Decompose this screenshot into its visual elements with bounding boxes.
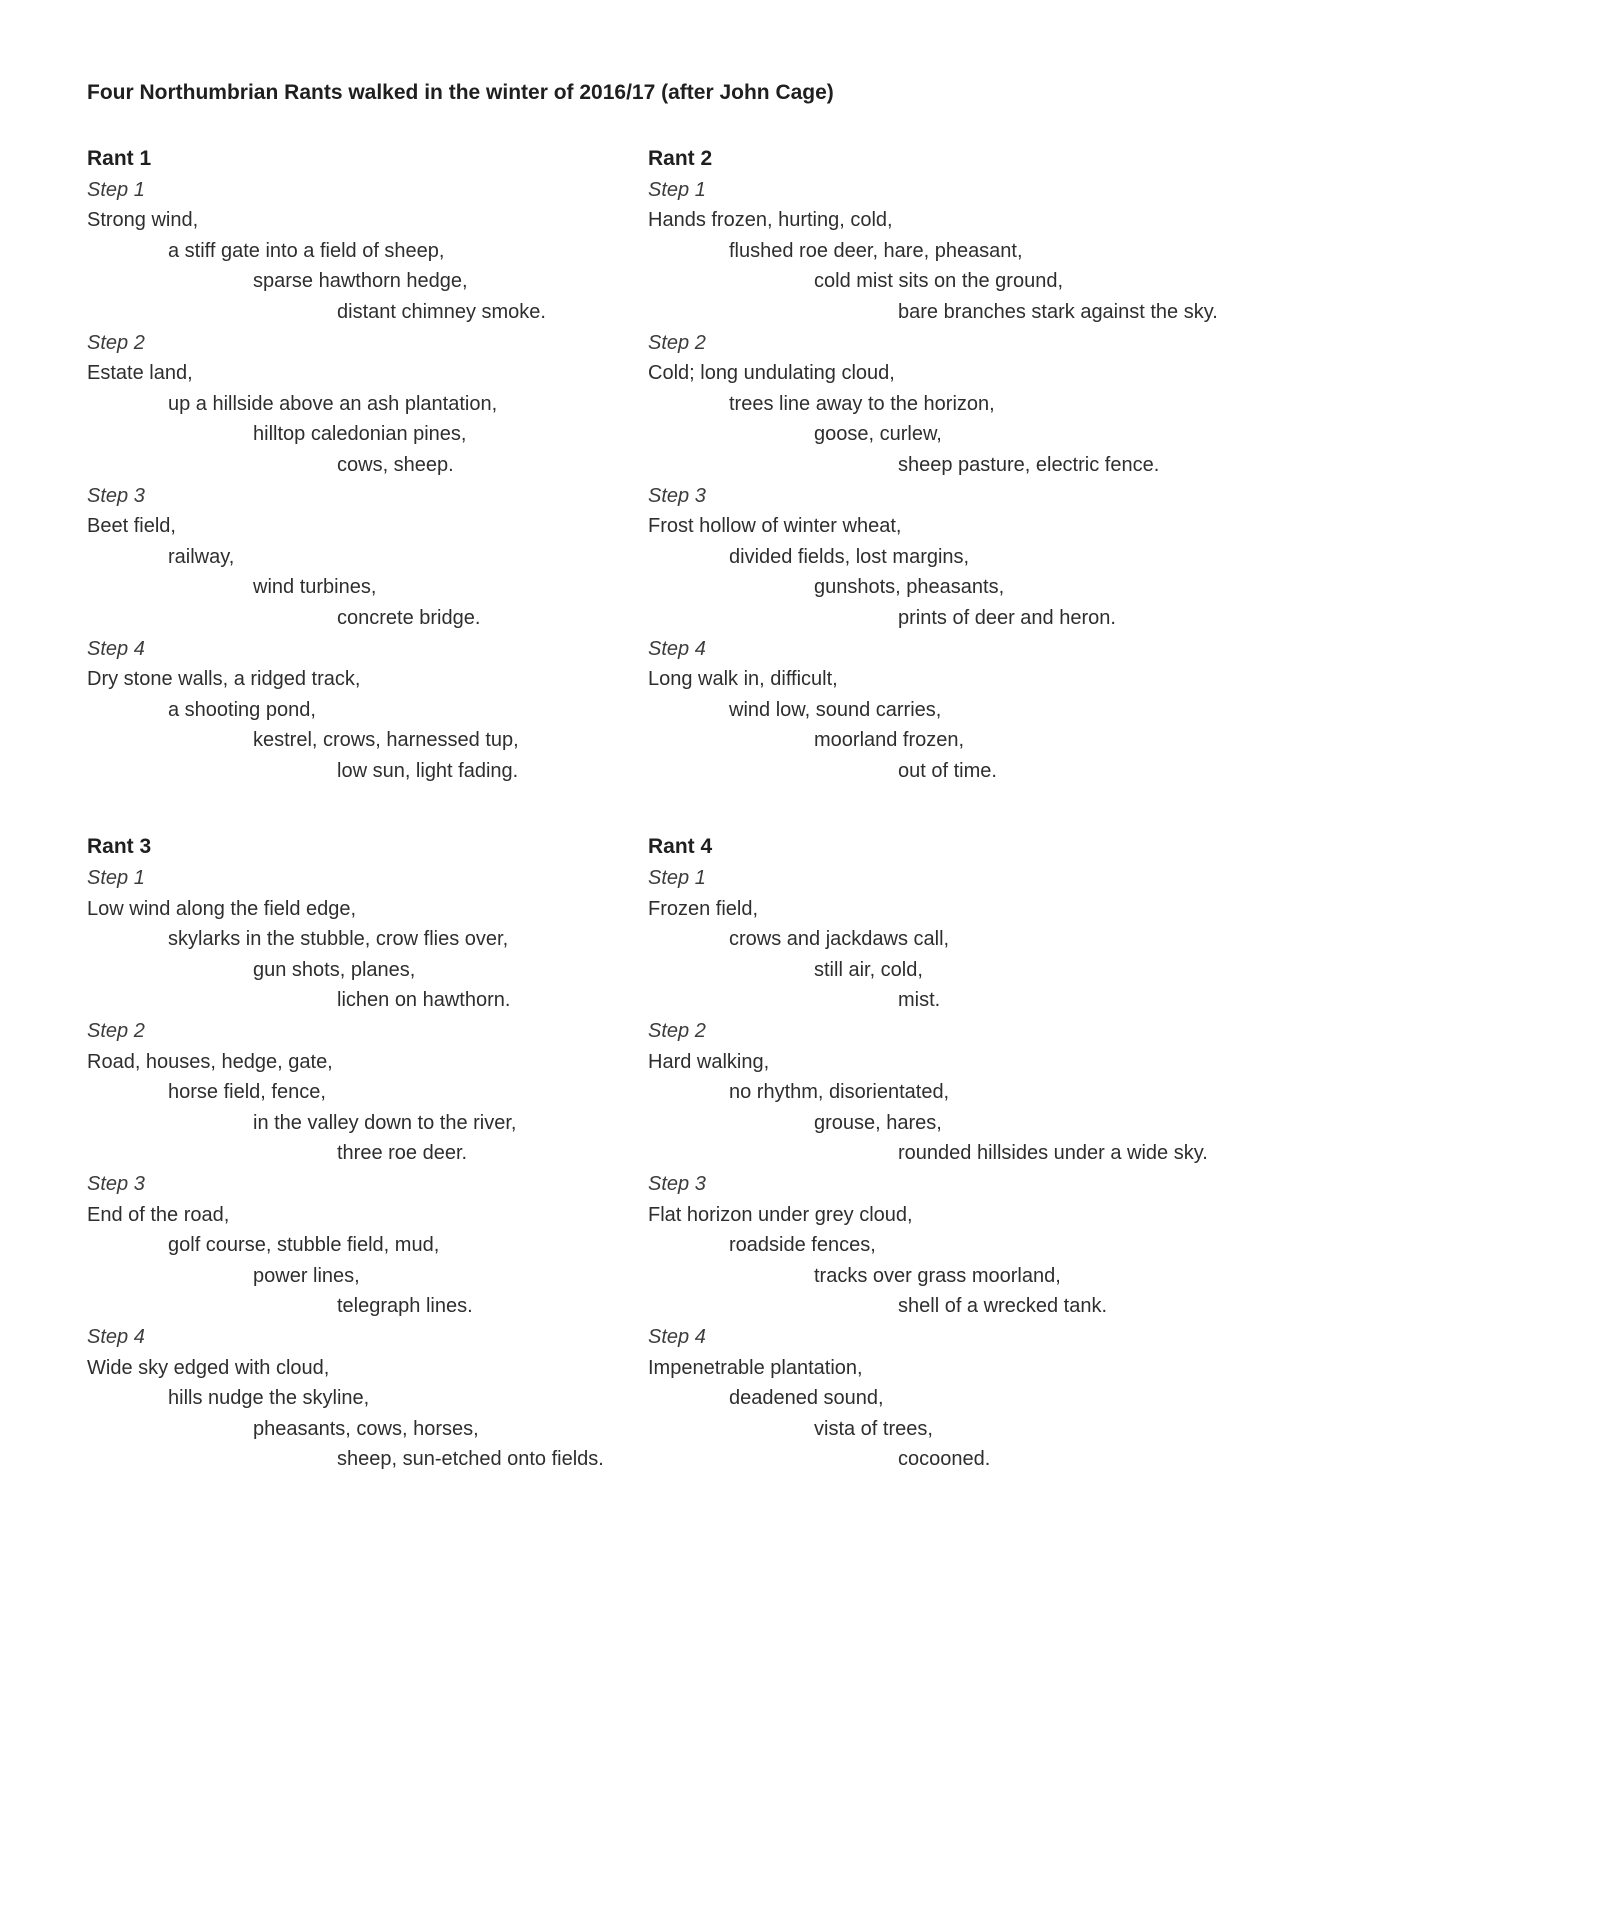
poem-line: roadside fences,	[729, 1234, 876, 1257]
poem-line: sheep, sun-etched onto fields.	[337, 1448, 604, 1471]
step-label: Step 4	[648, 637, 706, 660]
step-label: Step 4	[87, 1325, 145, 1348]
rant-4-step-4	[648, 1322, 1512, 1475]
poem-line: flushed roe deer, hare, pheasant,	[729, 239, 1023, 262]
poem-line: Road, houses, hedge, gate,	[87, 1050, 333, 1073]
poem-line: cold mist sits on the ground,	[814, 270, 1064, 293]
step-label: Step 4	[87, 637, 145, 660]
poem-line: kestrel, crows, harnessed tup,	[253, 729, 519, 752]
rant-1-step-1	[87, 175, 648, 328]
step-label: Step 3	[648, 484, 706, 507]
poem-line: moorland frozen,	[814, 729, 965, 752]
poem-line: wind low, sound carries,	[729, 698, 942, 721]
poem-line: golf course, stubble field, mud,	[168, 1234, 440, 1257]
rant-1-step-2	[87, 328, 648, 481]
poem-line: grouse, hares,	[814, 1111, 942, 1134]
rant-1-heading: Rant 1	[87, 147, 152, 170]
poem-line: trees line away to the horizon,	[729, 392, 995, 415]
poem-line: horse field, fence,	[168, 1081, 326, 1104]
poem-line: wind turbines,	[253, 576, 377, 599]
step-label: Step 2	[648, 1020, 706, 1043]
poem-line: no rhythm, disorientated,	[729, 1081, 950, 1104]
poem-line: End of the road,	[87, 1203, 230, 1226]
poem-line: power lines,	[253, 1264, 360, 1287]
poem-line: skylarks in the stubble, crow flies over,	[168, 928, 509, 951]
rant-1-step-3	[87, 481, 648, 634]
poem-line: divided fields, lost margins,	[729, 545, 970, 568]
step-label: Step 1	[648, 867, 706, 890]
poem-line: pheasants, cows, horses,	[253, 1417, 479, 1440]
rant-4-step-1	[648, 863, 1512, 1016]
poem-line: cocooned.	[898, 1448, 991, 1471]
rant-2-heading: Rant 2	[648, 147, 713, 170]
step-label: Step 4	[648, 1325, 706, 1348]
poem-line: Dry stone walls, a ridged track,	[87, 668, 361, 691]
rant-3-step-2	[87, 1016, 648, 1169]
step-label: Step 3	[648, 1173, 706, 1195]
poem-line: tracks over grass moorland,	[814, 1264, 1061, 1287]
poem-line: lichen on hawthorn.	[337, 989, 511, 1012]
step-label: Step 1	[87, 867, 145, 890]
poem-line: in the valley down to the river,	[253, 1111, 517, 1134]
step-label: Step 1	[87, 178, 145, 201]
poem-line: vista of trees,	[814, 1417, 933, 1440]
step-label: Step 3	[87, 1173, 145, 1195]
poem-line: low sun, light fading.	[337, 759, 519, 782]
poem-line: Frost hollow of winter wheat,	[648, 515, 902, 538]
poem-line: hills nudge the skyline,	[168, 1387, 370, 1410]
poem-line: Strong wind,	[87, 209, 199, 232]
poem-line: Cold; long undulating cloud,	[648, 362, 895, 385]
poem-line: shell of a wrecked tank.	[898, 1295, 1107, 1318]
rant-grid	[87, 144, 1512, 1475]
rant-2-step-3	[648, 481, 1512, 634]
document-title: Four Northumbrian Rants walked in the winter of 2016/17 (after John Cage)	[87, 81, 834, 104]
poem-line: hilltop caledonian pines,	[253, 423, 467, 446]
poem-line: Impenetrable plantation,	[648, 1356, 863, 1379]
poem-line: Hands frozen, hurting, cold,	[648, 209, 893, 232]
poem-line: a shooting pond,	[168, 698, 316, 721]
rant-4-step-2	[648, 1016, 1512, 1169]
poem-line: out of time.	[898, 759, 997, 782]
poem-line: still air, cold,	[814, 958, 923, 981]
poem-line: gunshots, pheasants,	[814, 576, 1005, 599]
step-label: Step 3	[87, 484, 145, 507]
poem-line: telegraph lines.	[337, 1295, 473, 1318]
rant-3-step-1	[87, 863, 648, 1016]
rant-1-step-4	[87, 634, 648, 787]
poem-line: Long walk in, difficult,	[648, 668, 838, 691]
poem-line: rounded hillsides under a wide sky.	[898, 1142, 1208, 1165]
rant-3-heading: Rant 3	[87, 835, 152, 859]
poem-line: up a hillside above an ash plantation,	[168, 392, 498, 415]
poem-line: Flat horizon under grey cloud,	[648, 1203, 913, 1226]
poem-line: Estate land,	[87, 362, 193, 385]
poem-line: concrete bridge.	[337, 606, 481, 629]
rant-2-step-4	[648, 634, 1512, 787]
rant-4-step-3	[648, 1169, 1512, 1322]
rant-2-step-2	[648, 328, 1512, 481]
step-label: Step 2	[87, 331, 145, 354]
rant-3-step-3	[87, 1169, 648, 1322]
poem-line: crows and jackdaws call,	[729, 928, 950, 951]
poem-line: mist.	[898, 989, 941, 1012]
rant-4-heading: Rant 4	[648, 835, 713, 859]
rant-2-section	[648, 144, 1512, 786]
rant-3-step-4	[87, 1322, 648, 1475]
poem-line: deadened sound,	[729, 1387, 884, 1410]
poem-line: Beet field,	[87, 515, 176, 538]
poem-line: Frozen field,	[648, 897, 759, 920]
poem-line: goose, curlew,	[814, 423, 942, 446]
poem-line: cows, sheep.	[337, 453, 454, 476]
poem-line: a stiff gate into a field of sheep,	[168, 239, 445, 262]
poem-line: three roe deer.	[337, 1142, 468, 1165]
poem-line: sparse hawthorn hedge,	[253, 270, 468, 293]
poem-line: sheep pasture, electric fence.	[898, 453, 1160, 476]
poem-line: distant chimney smoke.	[337, 300, 546, 323]
poem-line: gun shots, planes,	[253, 958, 416, 981]
rant-1-section	[87, 144, 648, 786]
poem-line: Wide sky edged with cloud,	[87, 1356, 330, 1379]
rant-4-section	[648, 832, 1512, 1474]
poem-line: bare branches stark against the sky.	[898, 300, 1218, 323]
step-label: Step 2	[87, 1020, 145, 1043]
poem-line: railway,	[168, 545, 235, 568]
poem-line: prints of deer and heron.	[898, 606, 1116, 629]
rant-2-step-1	[648, 175, 1512, 328]
poem-line: Hard walking,	[648, 1050, 770, 1073]
step-label: Step 1	[648, 178, 706, 201]
rant-3-section	[87, 832, 648, 1474]
step-label: Step 2	[648, 331, 706, 354]
poem-line: Low wind along the field edge,	[87, 897, 357, 920]
